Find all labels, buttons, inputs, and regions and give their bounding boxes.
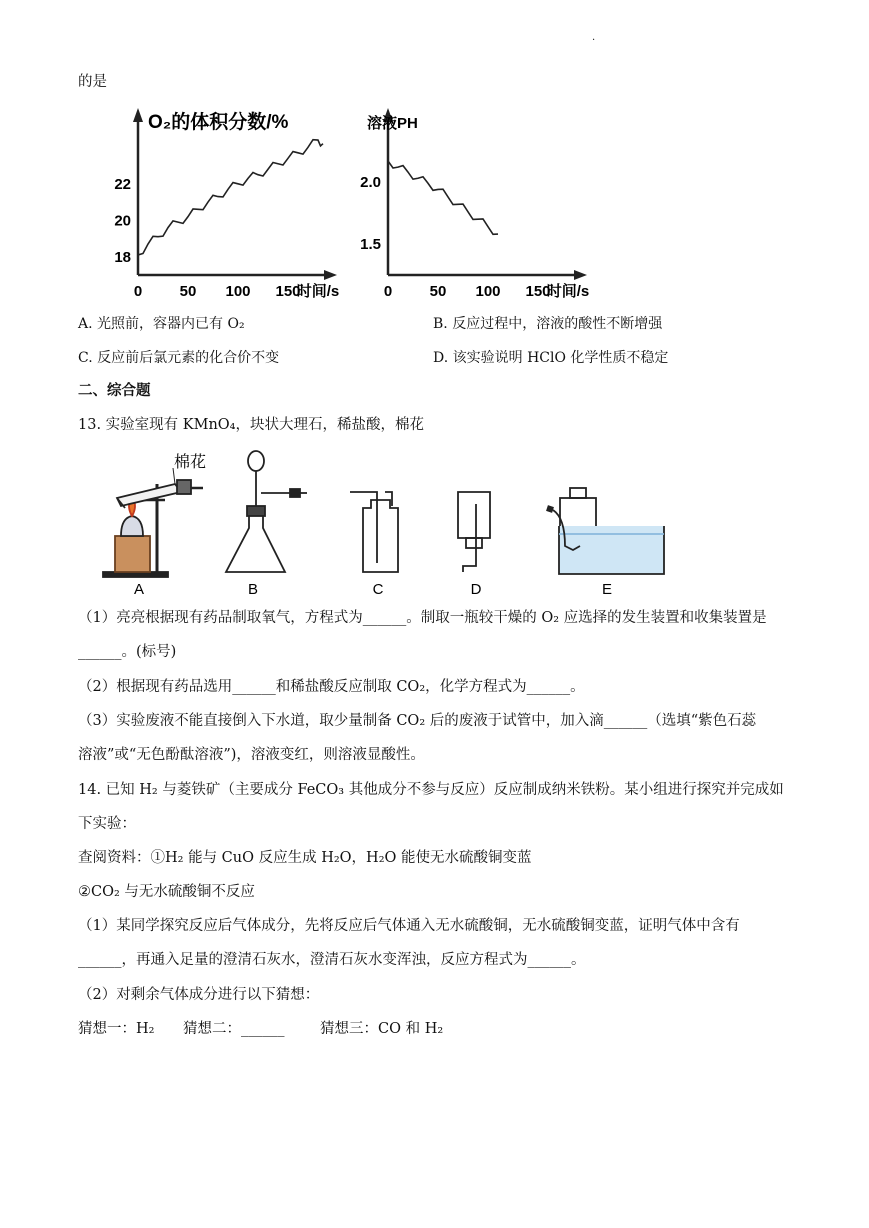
- chart2-x-tick-label: 150: [525, 283, 551, 300]
- section-title: 二、综合题: [78, 382, 151, 399]
- chart2-x-tick-label: 100: [475, 283, 501, 300]
- chart2-x-tick-label: 50: [429, 283, 447, 300]
- chart2-title: 溶液PH: [367, 115, 418, 132]
- chart1-x-label: 时间/s: [296, 283, 340, 300]
- cotton-label: 棉花: [174, 454, 207, 471]
- apparatus-c: [350, 492, 398, 572]
- option-a[interactable]: A. 光照前，容器内已有 O₂: [78, 316, 245, 332]
- chart1-x-tick-label: 0: [133, 283, 143, 300]
- chart1-x-tick-label: 50: [179, 283, 197, 300]
- option-b[interactable]: B. 反应过程中，溶液的酸性不断增强: [433, 316, 663, 332]
- chart1-x-arrow: [324, 270, 337, 280]
- q13-part2: （2）根据现有药品选用______和稀盐酸反应制取 CO₂，化学方程式为______。: [78, 679, 585, 695]
- chart1-x-tick-label: 100: [225, 283, 251, 300]
- question-intro: 的是: [78, 74, 107, 90]
- apparatus-label-b: B: [247, 581, 259, 598]
- apparatus-figure: [95, 448, 675, 598]
- q13-part1b: ______。(标号): [78, 644, 177, 660]
- q14-guess3: 猜想三：CO 和 H₂: [320, 1021, 444, 1037]
- apparatus-label-a: A: [133, 581, 145, 598]
- apparatus-label-d: D: [470, 581, 482, 598]
- q13-part1a: （1）亮亮根据现有药品制取氧气，方程式为______。制取一瓶较干燥的 O₂ 应选择的发生装置和收集装置是: [78, 610, 767, 626]
- option-c[interactable]: C. 反应前后氯元素的化合价不变: [78, 350, 280, 366]
- chart2-x-label: 时间/s: [546, 283, 590, 300]
- apparatus-e: [547, 488, 664, 574]
- chart-oxygen: [114, 108, 339, 300]
- q14-stem-b: 下实验：: [78, 816, 136, 832]
- q14-part1b: ______，再通入足量的澄清石灰水，澄清石灰水变浑浊，反应方程式为______。: [78, 952, 586, 968]
- q13-part3b: 溶液”或“无色酚酞溶液”)，溶液变红，则溶液显酸性。: [78, 747, 425, 763]
- chart1-y-tick-label: 22: [114, 175, 131, 193]
- apparatus-b: [226, 451, 307, 572]
- q14-stem-a: 14. 已知 H₂ 与菱铁矿（主要成分 FeCO₃ 其他成分不参与反应）反应制成纳米铁粉。某小组进行探究并完成如: [78, 782, 784, 798]
- chart1-y-tick-label: 18: [114, 248, 131, 266]
- apparatus-label-c: C: [372, 581, 384, 598]
- chart-ph: [360, 108, 589, 300]
- q14-guess1: 猜想一：H₂: [78, 1021, 155, 1037]
- chart2-y-tick-label: 1.5: [360, 236, 381, 253]
- chart1-title: O₂的体积分数/%: [148, 112, 289, 133]
- charts-figure: [100, 100, 620, 305]
- chart1-series-line: [138, 140, 323, 255]
- chart1-y-arrow: [133, 108, 143, 122]
- q14-info2: ②CO₂ 与无水硫酸铜不反应: [78, 884, 255, 900]
- apparatus-a: [103, 480, 203, 577]
- q14-part2: （2）对剩余气体成分进行以下猜想：: [78, 987, 320, 1003]
- chart2-x-tick-label: 0: [383, 283, 393, 300]
- q13-part3a: （3）实验废液不能直接倒入下水道，取少量制备 CO₂ 后的废液于试管中，加入滴______（选填“紫色石蕊: [78, 713, 757, 729]
- apparatus-d: [458, 492, 490, 572]
- q13-stem: 13. 实验室现有 KMnO₄，块状大理石，稀盐酸，棉花: [78, 417, 424, 433]
- option-d[interactable]: D. 该实验说明 HClO 化学性质不稳定: [433, 350, 669, 366]
- chart2-x-arrow: [574, 270, 587, 280]
- chart1-x-tick-label: 150: [275, 283, 301, 300]
- q14-part1a: （1）某同学探究反应后气体成分，先将反应后气体通入无水硫酸铜，无水硫酸铜变蓝，证明气体中含有: [78, 918, 740, 934]
- chart2-series-line: [388, 161, 498, 234]
- q14-guess2: 猜想二：______: [183, 1021, 285, 1037]
- chart1-y-tick-label: 20: [114, 212, 131, 230]
- chart2-y-tick-label: 2.0: [360, 174, 381, 191]
- apparatus-label-e: E: [601, 581, 613, 598]
- q14-info1: 查阅资料：①H₂ 能与 CuO 反应生成 H₂O，H₂O 能使无水硫酸铜变蓝: [78, 850, 532, 866]
- page-marker: .: [592, 32, 596, 43]
